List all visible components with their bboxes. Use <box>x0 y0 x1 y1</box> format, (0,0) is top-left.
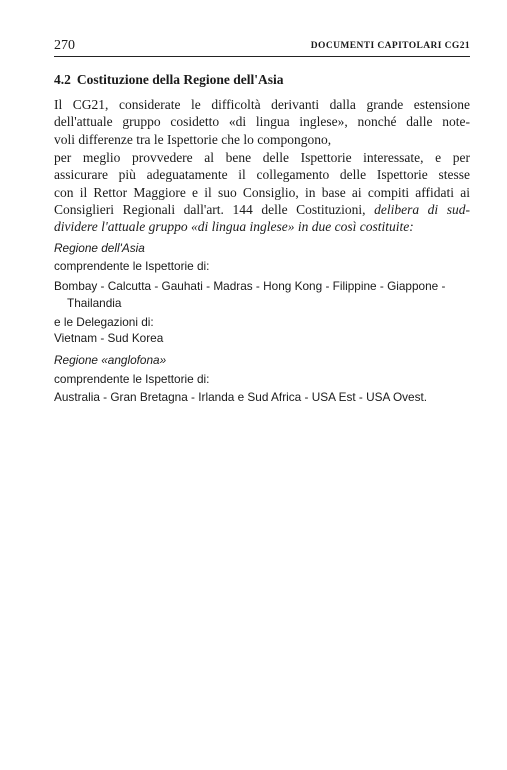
paragraph-2-line-1: per meglio provvedere al bene delle Ispettorie interessate, e per <box>54 150 470 165</box>
running-header <box>54 38 470 57</box>
region-anglophone-intro: comprendente le Ispettorie di: <box>54 372 210 386</box>
region-asia-provinces-line-1: Bombay - Calcutta - Gauhati - Madras - Hong Kong - Filippine - Giappone - <box>54 279 446 293</box>
paragraph-2 <box>54 149 470 235</box>
paragraph-2-line-5: dividere l'attuale gruppo «di lingua inglese» in due così costituite: <box>54 219 414 235</box>
region-anglophone-provinces: Australia - Gran Bretagna - Irlanda e Sud Africa - USA Est - USA Ovest. <box>54 390 428 404</box>
paragraph-1-line-1: Il CG21, considerate le difficoltà derivanti dalla grande estensione <box>54 97 470 112</box>
paragraph-2-line-3: con il Rettor Maggiore e il suo Consiglio, in base ai compiti affidati ai <box>54 184 470 200</box>
running-title: DOCUMENTI CAPITOLARI CG21 <box>310 41 470 51</box>
paragraph-2-line-4-italic: delibera di sud- <box>374 201 470 217</box>
paragraph-2-line-4 <box>54 201 470 218</box>
region-asia-provinces-line-2: Thailandia <box>67 296 122 310</box>
region-asia-delegations-intro: e le Delegazioni di: <box>54 315 154 329</box>
section-heading <box>54 72 284 88</box>
section-title: Costituzione della Regione dell'Asia <box>76 72 284 87</box>
paragraph-1-line-2: dell'attuale gruppo cosidetto «di lingua inglese», nonché dalle note- <box>54 114 470 130</box>
region-asia-intro: comprendente le Ispettorie di: <box>54 259 210 273</box>
paragraph-1-line-3: voli differenze tra le Ispettorie che lo compongono, <box>54 131 332 147</box>
page-number: 270 <box>54 38 75 53</box>
paragraph-2-line-2: assicurare più adeguatamente il collegamento delle Ispettorie stesse <box>54 167 470 183</box>
region-anglophone-title: Regione «anglofona» <box>54 353 167 367</box>
paragraph-1 <box>54 96 470 148</box>
paragraph-2-line-4-plain: Consiglieri Regionali dall'art. 144 delle Costituzioni, <box>54 201 375 217</box>
section-number: 4.2 <box>54 72 71 87</box>
region-asia-delegations: Vietnam - Sud Korea <box>54 331 164 345</box>
region-asia-title: Regione dell'Asia <box>54 241 145 255</box>
